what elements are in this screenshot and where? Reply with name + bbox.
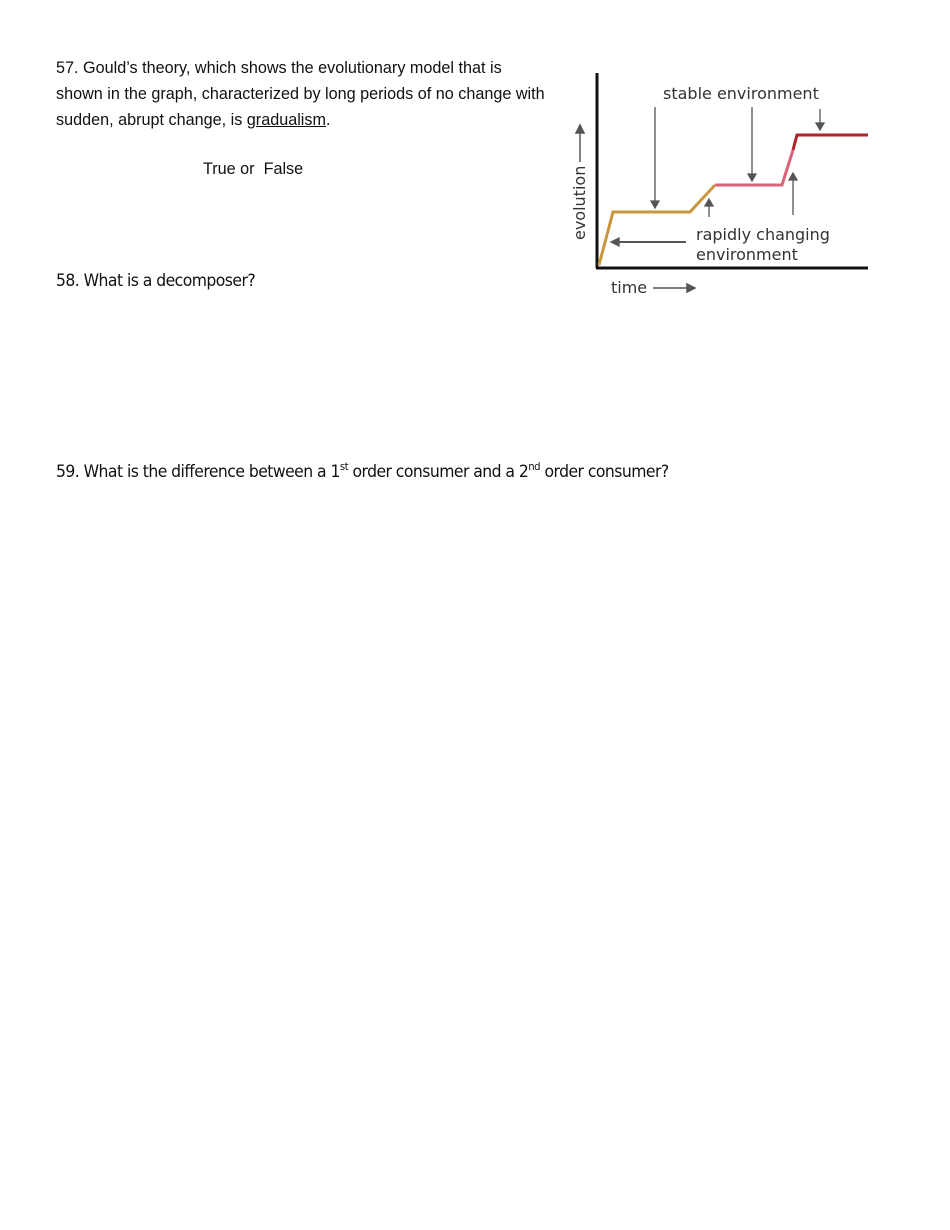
superscript-nd: nd: [528, 460, 541, 473]
question-57-text: 57. Gould’s theory, which shows the evolutionary model that is shown in the graph, characterized by long periods of no change with sudden, abrupt change, is: [56, 59, 545, 129]
punctuated-equilibrium-graph: [565, 65, 875, 305]
true-false-options: True or False: [203, 160, 304, 178]
question-59: [56, 462, 669, 482]
label-time: time: [611, 278, 648, 297]
question-57: [56, 55, 546, 133]
curve-segment-3: [793, 135, 868, 150]
question-58: 58. What is a decomposer?: [56, 271, 256, 291]
question-59-part1: 59. What is the difference between a 1: [56, 462, 340, 482]
underlined-term: gradualism: [246, 111, 326, 129]
curve-segment-2: [715, 150, 793, 185]
label-evolution: evolution: [570, 165, 589, 240]
evolution-arrow: [576, 125, 584, 162]
label-environment: environment: [696, 245, 798, 264]
superscript-st: st: [339, 460, 349, 473]
label-rapidly-changing: rapidly changing: [696, 225, 830, 244]
question-57-period: .: [325, 111, 331, 129]
label-stable-environment: stable environment: [663, 84, 819, 103]
stable-arrows: [651, 107, 824, 208]
question-59-part3: order consumer?: [540, 462, 669, 482]
question-59-part2: order consumer and a 2: [348, 462, 529, 482]
time-arrow: [653, 284, 695, 292]
